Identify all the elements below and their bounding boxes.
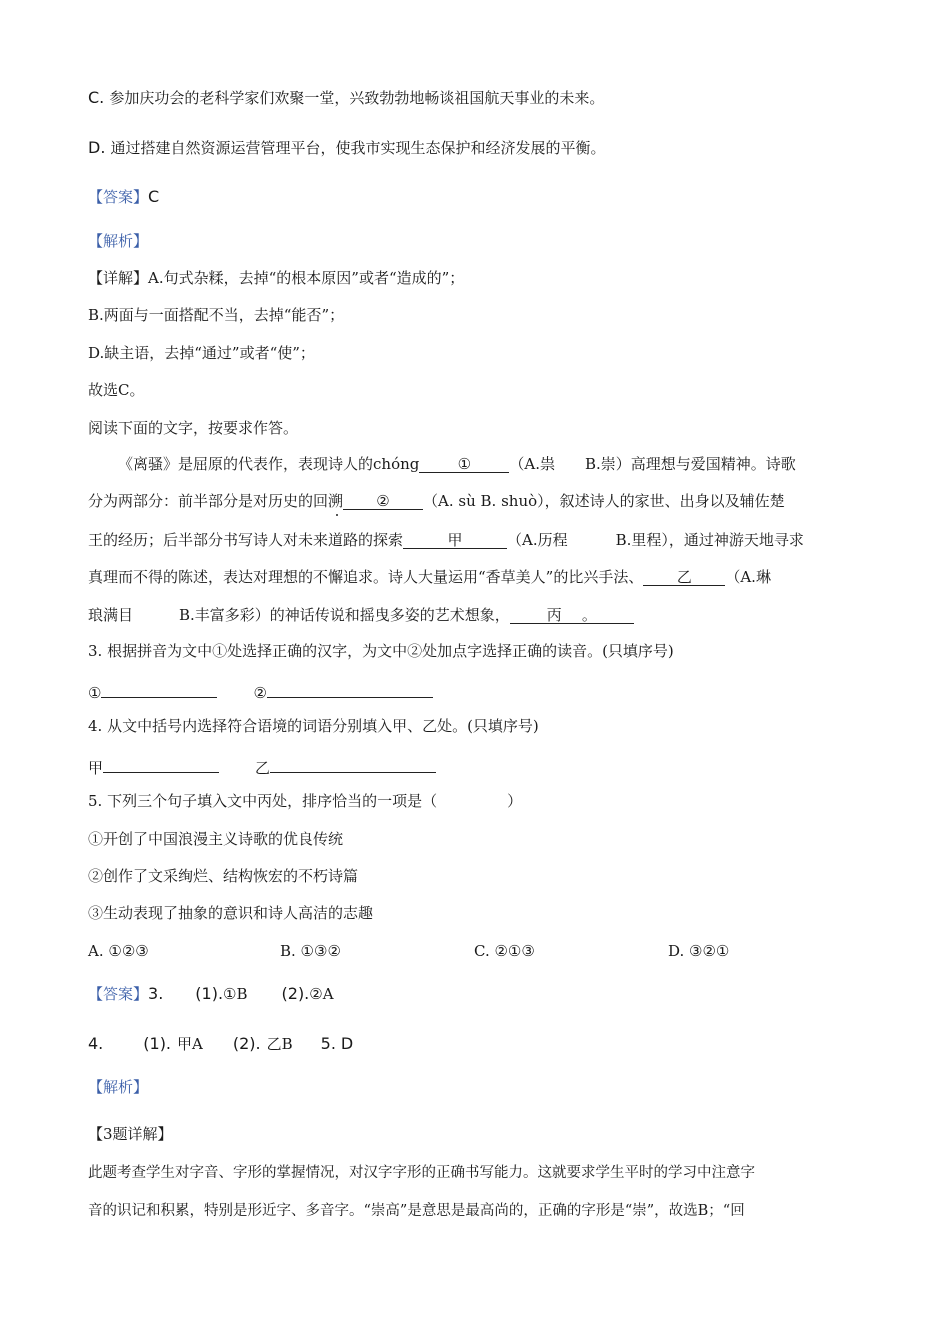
dotted-char: 溯 bbox=[328, 492, 344, 510]
sub-detail-heading: 【3题详解】 bbox=[88, 1125, 173, 1143]
option-c: C. 参加庆功会的老科学家们欢聚一堂，兴致勃勃地畅谈祖国航天事业的未来。 bbox=[88, 88, 605, 107]
reading-intro: 阅读下面的文字，按要求作答。 bbox=[88, 419, 299, 437]
q5-choice-a[interactable]: A. ①②③ bbox=[88, 942, 149, 960]
q3-blank-2[interactable] bbox=[267, 679, 433, 698]
q5-sentence: ②创作了文采绚烂、结构恢宏的不朽诗篇 bbox=[88, 867, 359, 885]
q3-blank-1[interactable] bbox=[101, 679, 217, 698]
question-4: 4. 从文中括号内选择符合语境的词语分别填入甲、乙处。(只填序号) bbox=[88, 717, 539, 735]
answer-1 bbox=[88, 187, 159, 207]
answer-2: 【答案】3. (1).①B (2).②A bbox=[88, 984, 334, 1003]
question-5: 5. 下列三个句子填入文中丙处，排序恰当的一项是（ ） bbox=[88, 792, 523, 810]
blank-bing[interactable]: 丙 。 bbox=[510, 605, 634, 624]
q5-sentence: ③生动表现了抽象的意识和诗人高洁的志趣 bbox=[88, 904, 374, 922]
q5-choice-b[interactable]: B. ①③② bbox=[280, 942, 341, 960]
option-d: D. 通过搭建自然资源运营管理平台，使我市实现生态保护和经济发展的平衡。 bbox=[88, 138, 606, 157]
q4-blank-jia[interactable] bbox=[103, 754, 219, 773]
question-3: 3. 根据拼音为文中①处选择正确的汉字，为文中②处加点字选择正确的读音。(只填序号) bbox=[88, 642, 674, 660]
detail-line: D.缺主语，去掉“通过”或者“使”； bbox=[88, 344, 315, 362]
blank-1[interactable]: ① bbox=[419, 454, 509, 473]
analysis-line: 此题考查学生对字音、字形的掌握情况，对汉字字形的正确书写能力。这就要求学生平时的学习中注意字 bbox=[88, 1165, 755, 1181]
passage-line-5: 琅满目 B.丰富多彩）的神话传说和摇曳多姿的艺术想象， 丙 。 bbox=[88, 605, 634, 625]
blank-yi[interactable]: 乙 bbox=[643, 567, 725, 586]
passage-line-1: 《离骚》是屈原的代表作，表现诗人的chóng ① （A.祟 B.崇）高理想与爱国精神。诗歌 bbox=[118, 455, 796, 473]
detail-line: 【详解】A.句式杂糅，去掉“的根本原因”或者“造成的”； bbox=[88, 269, 465, 287]
detail-line: 故选C。 bbox=[88, 381, 145, 399]
passage-line-3: 王的经历；后半部分书写诗人对未来道路的探索 甲 （A.历程 B.里程），通过神游天地寻求 bbox=[88, 531, 804, 549]
q3-answer-row: ① ② bbox=[88, 679, 433, 703]
answer-2-line-2: 4. (1). 甲A (2). 乙B 5. D bbox=[88, 1034, 354, 1053]
detail-line: B.两面与一面搭配不当，去掉“能否”； bbox=[88, 306, 345, 324]
passage-line-2: 分为两部分：前半部分是对历史的回溯 ② （A. sù B. shuò），叙述诗人的家世、出身以及辅佐楚 bbox=[88, 492, 785, 510]
q4-blank-yi[interactable] bbox=[270, 754, 436, 773]
answer-value: C bbox=[148, 187, 160, 206]
q5-choice-d[interactable]: D. ③②① bbox=[668, 942, 730, 960]
blank-2[interactable]: ② bbox=[343, 491, 423, 510]
q5-choice-c[interactable]: C. ②①③ bbox=[474, 942, 535, 960]
passage-line-4: 真理而不得的陈述，表达对理想的不懈追求。诗人大量运用“香草美人”的比兴手法、 乙 （A.琳 bbox=[88, 568, 771, 586]
answer-tag: 【答案】 bbox=[88, 188, 149, 206]
q4-answer-row: 甲 乙 bbox=[88, 754, 436, 778]
blank-jia[interactable]: 甲 bbox=[403, 530, 507, 549]
q5-sentence: ①开创了中国浪漫主义诗歌的优良传统 bbox=[88, 830, 344, 848]
analysis-line: 音的识记和积累，特别是形近字、多音字。“崇高”是意思是最高尚的，正确的字形是“崇”，故选B；“回 bbox=[88, 1203, 745, 1219]
analysis-tag: 【解析】 bbox=[88, 1078, 149, 1096]
analysis-tag: 【解析】 bbox=[88, 232, 149, 250]
answer-tag: 【答案】 bbox=[88, 985, 149, 1003]
